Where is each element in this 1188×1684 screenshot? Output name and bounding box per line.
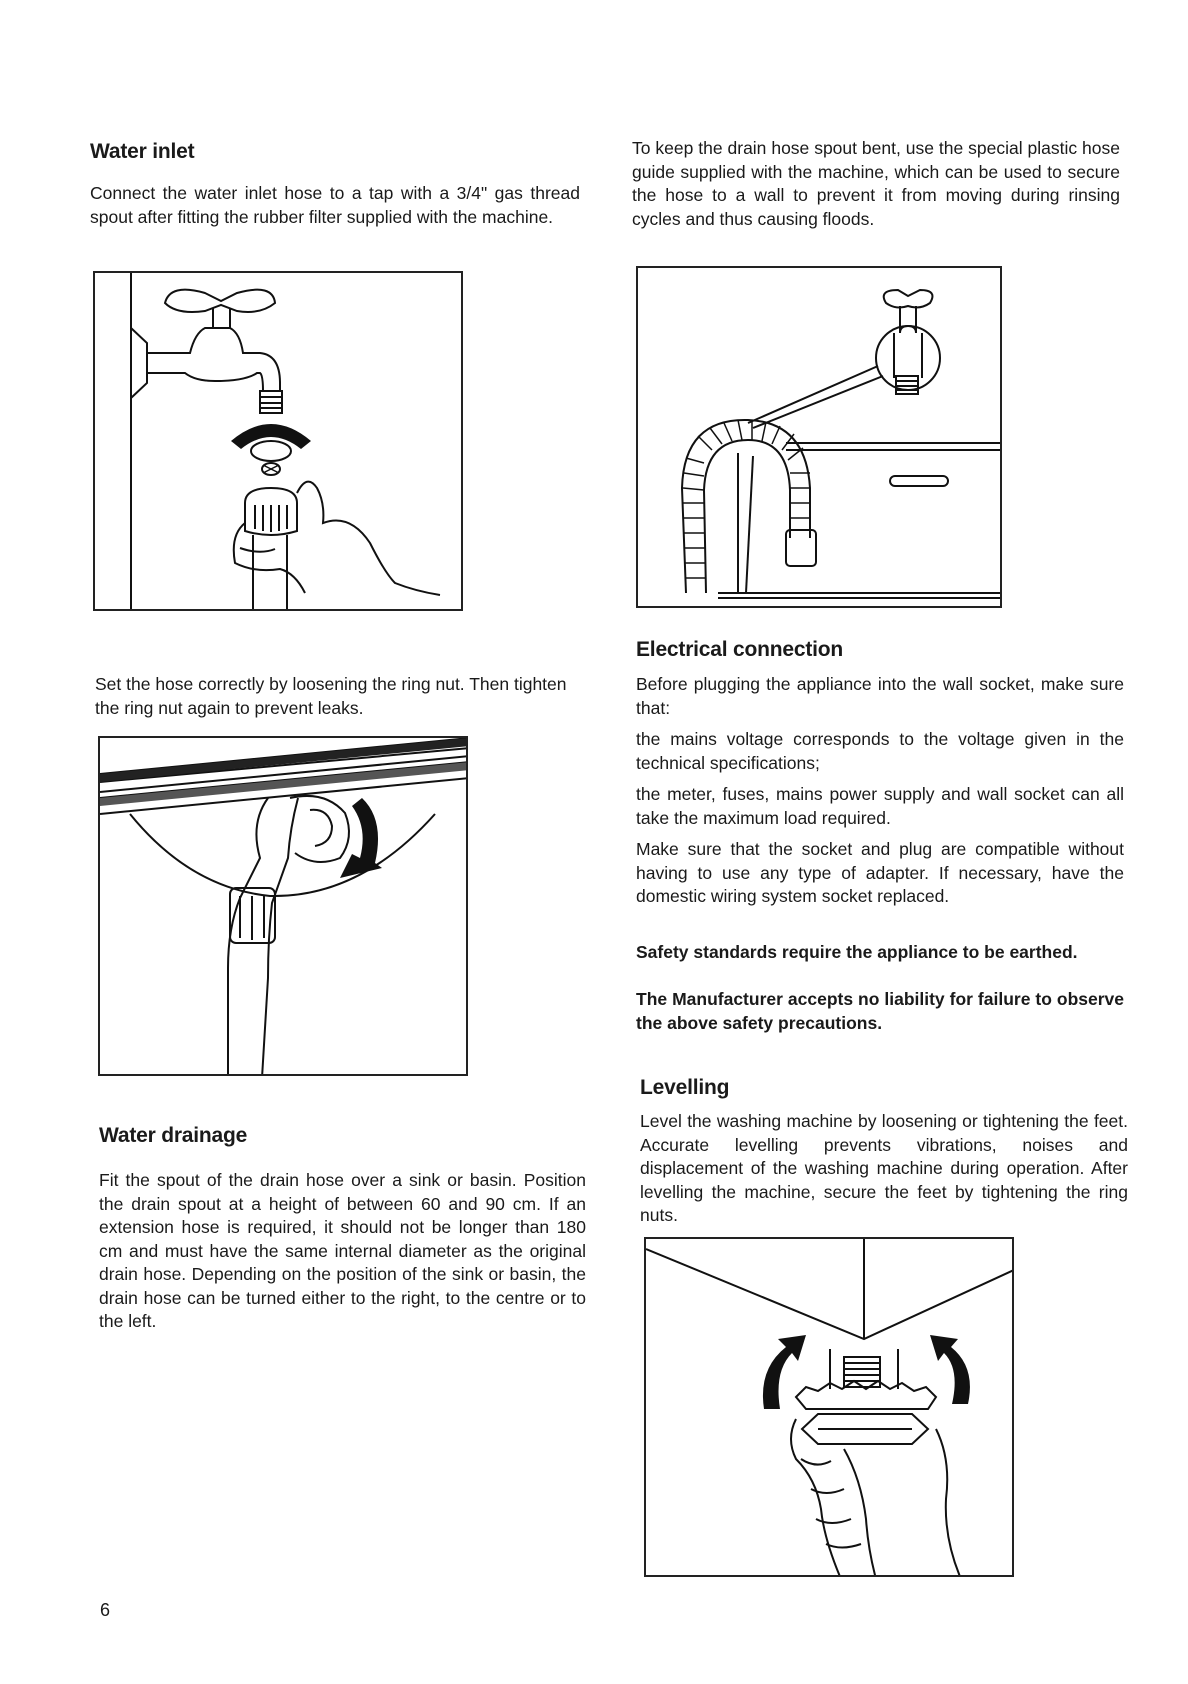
water-drainage-text: Fit the spout of the drain hose over a sink or basin. Position the drain spout at a height of between 60 and 90 cm. If an extension hose is required, it should not be longer than 180 cm and must have the same internal diameter as the original drain hose. Depending on the position of the sink or basin, the drain hose can be turned either to the right, to the centre or to the left. — [99, 1170, 586, 1331]
water-inlet-text: Connect the water inlet hose to a tap with a 3/4" gas thread spout after fitting the rubber filter supplied with the machine. — [90, 183, 580, 227]
electrical-connection-heading: Electrical connection — [636, 638, 844, 661]
hose-guide-text: To keep the drain hose spout bent, use the special plastic hose guide supplied with the machine, which can be used to secure the hose to a wall to prevent it from moving during rinsing cycles and thus causing floods. — [632, 138, 1120, 229]
safety-warning-earthing: Safety standards require the appliance to be earthed. — [636, 942, 1078, 962]
water-drainage-heading: Water drainage — [99, 1124, 248, 1147]
electrical-intro-text: Before plugging the appliance into the wall socket, make sure that: — [636, 674, 1124, 718]
ring-nut-text: Set the hose correctly by loosening the ring nut. Then tighten the ring nut again to prevent leaks. — [95, 674, 567, 718]
ring-nut-illustration — [98, 736, 468, 1076]
electrical-load-text: the meter, fuses, mains power supply and wall socket can all take the maximum load required. — [636, 784, 1124, 828]
levelling-heading: Levelling — [640, 1076, 730, 1099]
levelling-feet-illustration — [644, 1237, 1014, 1577]
drain-hose-guide-illustration — [636, 266, 1002, 608]
levelling-text: Level the washing machine by loosening or tightening the feet. Accurate levelling prevents vibrations, noises and displacement of the washing machine during operation. After levelling the machine, secure the feet by tightening the ring nuts. — [640, 1111, 1128, 1225]
water-inlet-heading: Water inlet — [90, 140, 195, 163]
electrical-voltage-text: the mains voltage corresponds to the voltage given in the technical specifications; — [636, 729, 1124, 773]
electrical-socket-text: Make sure that the socket and plug are compatible without having to use any type of adapter. If necessary, have the domestic wiring system socket replaced. — [636, 839, 1124, 906]
safety-warning-liability: The Manufacturer accepts no liability for failure to observe the above safety precautions. — [636, 989, 1124, 1033]
tap-filter-illustration — [93, 271, 463, 611]
page-number: 6 — [100, 1600, 111, 1620]
